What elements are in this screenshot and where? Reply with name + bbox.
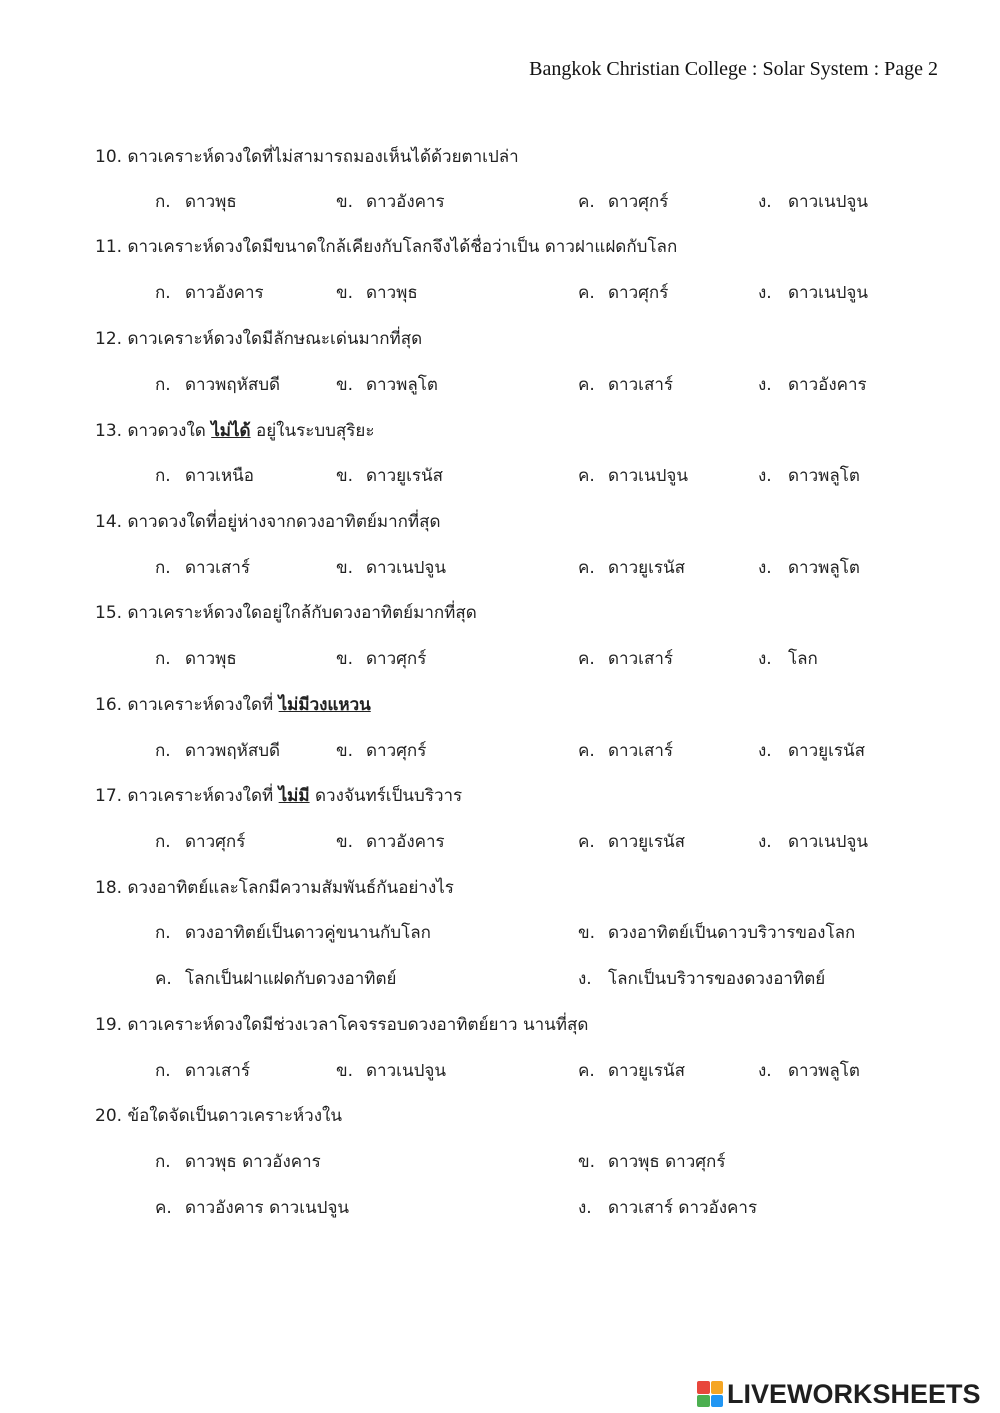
- q19-option-a[interactable]: ก. ดาวเสาร์: [155, 1061, 250, 1081]
- q15-option-c[interactable]: ค. ดาวเสาร์: [578, 649, 673, 669]
- q18-option-d[interactable]: ง. โลกเป็นบริวารของดวงอาทิตย์: [578, 969, 826, 989]
- question-17: 17. ดาวเคราะห์ดวงใดที่ ไม่มี ดวงจันทร์เป็นบริวาร: [95, 786, 463, 806]
- q14-option-b[interactable]: ข. ดาวเนปจูน: [336, 558, 446, 578]
- q14-option-c[interactable]: ค. ดาวยูเรนัส: [578, 558, 686, 578]
- question-16: 16. ดาวเคราะห์ดวงใดที่ ไม่มีวงแหวน: [95, 695, 371, 715]
- q15-option-d[interactable]: ง. โลก: [758, 649, 818, 669]
- q16-option-c[interactable]: ค. ดาวเสาร์: [578, 741, 673, 761]
- logo-square-1: [697, 1381, 710, 1394]
- q19-option-b[interactable]: ข. ดาวเนปจูน: [336, 1061, 446, 1081]
- question-15: 15. ดาวเคราะห์ดวงใดอยู่ใกล้กับดวงอาทิตย์มากที่สุด: [95, 603, 477, 623]
- liveworksheets-logo[interactable]: [697, 1378, 981, 1410]
- question-14: 14. ดาวดวงใดที่อยู่ห่างจากดวงอาทิตย์มากที่สุด: [95, 512, 441, 532]
- q19-option-c[interactable]: ค. ดาวยูเรนัส: [578, 1061, 686, 1081]
- q10-option-c[interactable]: ค. ดาวศุกร์: [578, 192, 669, 212]
- q17-option-b[interactable]: ข. ดาวอังคาร: [336, 832, 445, 852]
- q18-option-b[interactable]: ข. ดวงอาทิตย์เป็นดาวบริวารของโลก: [578, 923, 856, 943]
- q11-option-a[interactable]: ก. ดาวอังคาร: [155, 283, 264, 303]
- q18-option-a[interactable]: ก. ดวงอาทิตย์เป็นดาวคู่ขนานกับโลก: [155, 923, 431, 943]
- logo-square-3: [697, 1395, 710, 1408]
- question-11: 11. ดาวเคราะห์ดวงใดมีขนาดใกล้เคียงกับโลกจึงได้ชื่อว่าเป็น ดาวฝาแฝดกับโลก: [95, 237, 678, 257]
- question-18: 18. ดวงอาทิตย์และโลกมีความสัมพันธ์กันอย่างไร: [95, 878, 454, 898]
- question-10: 10. ดาวเคราะห์ดวงใดที่ไม่สามารถมองเห็นได้ด้วยตาเปล่า: [95, 147, 519, 167]
- question-19: 19. ดาวเคราะห์ดวงใดมีช่วงเวลาโคจรรอบดวงอาทิตย์ยาว นานที่สุด: [95, 1015, 589, 1035]
- q20-option-d[interactable]: ง. ดาวเสาร์ ดาวอังคาร: [578, 1198, 758, 1218]
- q10-option-d[interactable]: ง. ดาวเนปจูน: [758, 192, 868, 212]
- logo-text: LIVEWORKSHEETS: [727, 1378, 981, 1409]
- q11-option-d[interactable]: ง. ดาวเนปจูน: [758, 283, 868, 303]
- liveworksheets-logo-icon: [697, 1381, 723, 1407]
- q17-option-d[interactable]: ง. ดาวเนปจูน: [758, 832, 868, 852]
- q16-option-a[interactable]: ก. ดาวพฤหัสบดี: [155, 741, 281, 761]
- logo-square-4: [711, 1395, 724, 1408]
- q20-option-c[interactable]: ค. ดาวอังคาร ดาวเนปจูน: [155, 1198, 350, 1218]
- q12-option-c[interactable]: ค. ดาวเสาร์: [578, 375, 673, 395]
- q20-option-a[interactable]: ก. ดาวพุธ ดาวอังคาร: [155, 1152, 321, 1172]
- q17-option-c[interactable]: ค. ดาวยูเรนัส: [578, 832, 686, 852]
- question-12: 12. ดาวเคราะห์ดวงใดมีลักษณะเด่นมากที่สุด: [95, 329, 423, 349]
- q16-option-b[interactable]: ข. ดาวศุกร์: [336, 741, 427, 761]
- q12-option-d[interactable]: ง. ดาวอังคาร: [758, 375, 867, 395]
- question-20: 20. ข้อใดจัดเป็นดาวเคราะห์วงใน: [95, 1106, 342, 1126]
- q12-option-b[interactable]: ข. ดาวพลูโต: [336, 375, 438, 395]
- q19-option-d[interactable]: ง. ดาวพลูโต: [758, 1061, 860, 1081]
- q12-option-a[interactable]: ก. ดาวพฤหัสบดี: [155, 375, 281, 395]
- q15-option-a[interactable]: ก. ดาวพุธ: [155, 649, 237, 669]
- q14-option-a[interactable]: ก. ดาวเสาร์: [155, 558, 250, 578]
- q10-option-b[interactable]: ข. ดาวอังคาร: [336, 192, 445, 212]
- q13-option-a[interactable]: ก. ดาวเหนือ: [155, 466, 254, 486]
- page-header: Bangkok Christian College : Solar System : Page 2: [529, 58, 938, 80]
- q14-option-d[interactable]: ง. ดาวพลูโต: [758, 558, 860, 578]
- logo-square-2: [711, 1381, 724, 1394]
- q16-option-d[interactable]: ง. ดาวยูเรนัส: [758, 741, 866, 761]
- question-13: 13. ดาวดวงใด ไม่ได้ อยู่ในระบบสุริยะ: [95, 421, 375, 441]
- q15-option-b[interactable]: ข. ดาวศุกร์: [336, 649, 427, 669]
- q17-option-a[interactable]: ก. ดาวศุกร์: [155, 832, 246, 852]
- q17-emphasis: ไม่มี: [278, 786, 310, 806]
- q10-option-a[interactable]: ก. ดาวพุธ: [155, 192, 237, 212]
- q13-option-d[interactable]: ง. ดาวพลูโต: [758, 466, 860, 486]
- q18-option-c[interactable]: ค. โลกเป็นฝาแฝดกับดวงอาทิตย์: [155, 969, 397, 989]
- q13-option-c[interactable]: ค. ดาวเนปจูน: [578, 466, 688, 486]
- q11-option-c[interactable]: ค. ดาวศุกร์: [578, 283, 669, 303]
- q13-option-b[interactable]: ข. ดาวยูเรนัส: [336, 466, 444, 486]
- q20-option-b[interactable]: ข. ดาวพุธ ดาวศุกร์: [578, 1152, 726, 1172]
- q13-emphasis: ไม่ได้: [211, 421, 251, 441]
- q16-emphasis: ไม่มีวงแหวน: [278, 695, 371, 715]
- q11-option-b[interactable]: ข. ดาวพุธ: [336, 283, 418, 303]
